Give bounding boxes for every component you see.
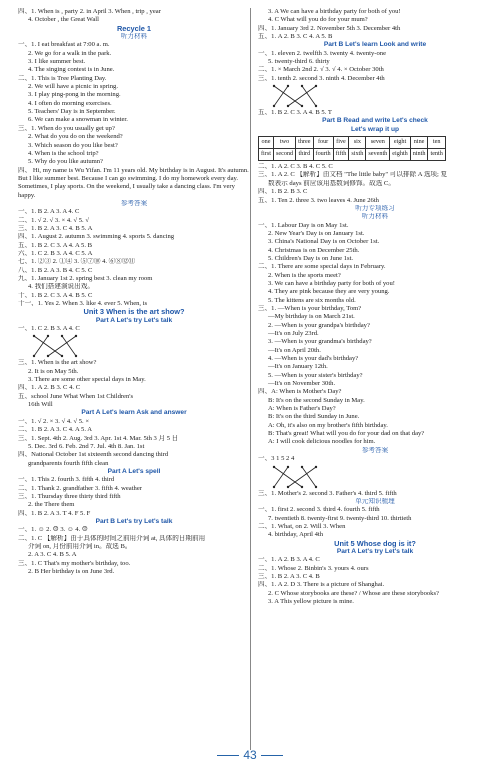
matching-diagram: [258, 83, 492, 109]
match-dot: [315, 485, 317, 487]
answer-line: 四、1. A 2. D 3. There is a picture of Shanghai.: [258, 581, 385, 589]
table-cell: second: [273, 149, 295, 161]
answer-line: 2. New Year's Day is on January 1st.: [268, 229, 365, 237]
answer-line: —It's on November 30th.: [268, 380, 336, 388]
match-dot: [273, 105, 275, 107]
answer-line: 3. China's National Day is on October 1st.: [268, 238, 380, 246]
match-dot: [315, 85, 317, 87]
answer-line: 7. twentieth 8. twenty-first 9. twenty-third 10. thirtieth: [268, 514, 412, 522]
table-cell: sixth: [349, 149, 366, 161]
answer-line: 三、1. Thursday three thirty third fifth: [18, 492, 121, 500]
table-cell: ninth: [410, 149, 428, 161]
table-cell: two: [273, 137, 295, 149]
answer-line: 2. C Whose storybooks are these? / Whose are these storybooks?: [268, 589, 439, 597]
answer-line: 2. —When is your grandpa's birthday?: [268, 321, 370, 329]
match-dot: [301, 485, 303, 487]
section-heading: Unit 3 When is the art show?: [83, 308, 185, 317]
match-dot: [273, 465, 275, 467]
table-cell: tenth: [428, 149, 445, 161]
match-dot: [273, 485, 275, 487]
answer-line: 四、1. B 2. A 3. T 4. F 5. F: [18, 509, 91, 517]
answer-line: 二、1. B 2. A 3. C 4. A 5. A: [18, 426, 93, 434]
answer-line: 二、1. What, on 2. Will 3. When: [258, 522, 346, 530]
answer-line: A: Oh, it's also on my brother's fifth birthday.: [268, 421, 388, 429]
answer-line: 3. There are some other special days in May.: [28, 376, 146, 384]
answer-line: 一、1. B 2. A 3. A 4. C: [18, 208, 80, 216]
match-dot: [287, 85, 289, 87]
answer-line: A: I will cook delicious noodles for him.: [268, 438, 376, 446]
match-dot: [61, 335, 63, 337]
answer-line: 3. A We can have a birthday party for both of you!: [268, 8, 401, 15]
match-dot: [33, 335, 35, 337]
answer-line: 4. The singing contest is in June.: [28, 66, 115, 74]
answer-line: 五、1. Ten 2. three 3. two leaves 4. June 26th: [258, 196, 379, 204]
table-cell: eighth: [390, 149, 410, 161]
answer-line: 5. —When is your sister's birthday?: [268, 371, 363, 379]
answer-line: 4. I often do morning exercises.: [28, 99, 112, 107]
answer-line: 二、1. A 2. C 3. B 4. C 5. C: [258, 163, 333, 171]
match-line: [48, 336, 76, 356]
answer-line: 二、1. Whose 2. Binbin's 3. yours 4. ours: [258, 564, 369, 572]
section-heading: Part A Let's spell: [107, 467, 161, 475]
table-row: [259, 149, 446, 161]
answer-line: 二、1. There are some special days in February.: [258, 263, 386, 271]
answer-line: 三、1. C That's my mother's birthday, too.: [18, 559, 131, 567]
watermark-logo: [422, 740, 492, 768]
answer-line: 3. I play ping-pong in the morning.: [28, 91, 121, 99]
answer-line: 5. The kittens are six months old.: [268, 296, 356, 304]
answer-line: 5. Dec. 3rd 6. Feb. 2nd 7. Jul. 4th 8. Jan. 1st: [28, 442, 145, 450]
answer-line: 4. —When is your dad's birthday?: [268, 355, 359, 363]
section-heading: Let's wrap it up: [350, 125, 400, 133]
section-heading: Part A Let's try Let's talk: [95, 316, 173, 324]
answer-line: 一、1. √ 2. × 3. √ 4. √ 5. ×: [18, 417, 90, 425]
section-heading: Part B Read and write Let's check: [322, 117, 428, 125]
answer-line: 七、1. ②③ 2. ①④ 3. ⑤⑦⑩ 4. ⑥⑧⑫⑪: [18, 258, 136, 266]
match-dot: [75, 335, 77, 337]
table-cell: nine: [410, 137, 428, 149]
table-cell: fourth: [313, 149, 333, 161]
answer-line: 四、National October 1st sixteenth second dancing third: [18, 451, 169, 459]
section-heading: Part A Let's learn Ask and answer: [81, 409, 187, 417]
table-cell: seven: [366, 137, 390, 149]
answer-line: B: It's on the second Sunday in May.: [268, 396, 365, 404]
match-line: [288, 467, 316, 487]
matching-diagram: [258, 464, 492, 490]
match-dot: [301, 105, 303, 107]
answer-line: 3. We can have a birthday party for both of you!: [268, 279, 395, 287]
match-dot: [301, 85, 303, 87]
answer-line: 5. Why do you like autumn?: [28, 158, 103, 166]
answer-line: 2. A 3. C 4. B 5. A: [28, 551, 77, 559]
match-dot: [287, 465, 289, 467]
match-dot: [47, 355, 49, 357]
section-heading: Part B Let's try Let's talk: [95, 517, 173, 525]
section-heading: 参考答案: [361, 446, 389, 454]
match-line: [274, 467, 302, 487]
answer-line: 4. They are pink because they are very young.: [268, 288, 390, 296]
section-heading: 听力材料: [120, 33, 148, 41]
table-cell: seventh: [366, 149, 390, 161]
match-dot: [33, 355, 35, 357]
answer-line: 三、1. Sept. 4th 2. Aug. 3rd 3. Apr. 1st 4. Mar. 5th 3 月 5 日: [18, 434, 179, 442]
table-cell: first: [259, 149, 274, 161]
section-heading: Part B Let's learn Look and write: [323, 41, 427, 49]
table-cell: one: [259, 137, 274, 149]
answer-line: 三、1. Mother's 2. second 3. Father's 4. third 5. fifth: [258, 489, 397, 497]
answer-line: 3. I like summer best.: [28, 58, 86, 66]
matching-lines-graphic: [270, 83, 330, 109]
answer-line: 三、1. tenth 2. second 3. ninth 4. December 4th: [258, 74, 385, 82]
section-heading: 参考答案: [120, 199, 148, 207]
answer-line: 2. When is the sports meet?: [268, 271, 341, 279]
answer-line: 八、1. B 2. A 3. B 4. C 5. C: [18, 266, 93, 274]
answer-line: 四、1. A 2. B 3. C 4. C: [18, 384, 81, 392]
answer-line: 四、1. August 2. autumn 3. swimming 4. sports 5. dancing: [18, 233, 175, 241]
table-cell: eight: [390, 137, 410, 149]
answer-line: A: When is Father's Day?: [268, 405, 336, 413]
answer-line: 数表示 days 前应该用基数词修饰。故选 C。: [268, 179, 395, 187]
answer-line: 5. twenty-third 6. thirty: [268, 58, 330, 66]
table-cell: six: [349, 137, 366, 149]
match-dot: [273, 85, 275, 87]
answer-line: 介词 on, 月份前用介词 in。故选 B。: [28, 542, 132, 550]
column-divider: [250, 8, 251, 750]
answer-line: —It's on April 20th.: [268, 346, 321, 354]
answer-line: 三、1. —When is your birthday, Tom?: [258, 304, 362, 312]
answer-line: 五、school June What When 1st Children's: [18, 392, 134, 400]
match-line: [34, 336, 48, 356]
matching-diagram: [18, 333, 250, 359]
answer-line: 二、1. C 【解析】由于具体的时间之前用介词 at, 具体的日期前用: [18, 534, 206, 542]
section-heading: 听力材料: [361, 213, 389, 221]
answer-line: 一、1. This 2. fourth 3. fifth 4. third: [18, 476, 115, 484]
answer-line: 四、1. When is , party 2. in April 3. When , trip , year: [18, 8, 161, 15]
answer-line: 四、1. B 2. B 3. C: [258, 188, 308, 196]
answer-line: 三、1. B 2. A 3. C 4. B 5. A: [18, 224, 93, 232]
page-number: 43: [243, 748, 257, 762]
answer-line: B: That's great! What will you do for your dad on that day?: [268, 430, 425, 438]
answer-line: 一、1. Labour Day is on May 1st.: [258, 221, 349, 229]
answer-line: 5. Children's Day is on June 1st.: [268, 254, 354, 262]
match-dot: [315, 105, 317, 107]
ordinal-table: [258, 136, 446, 161]
answer-line: —My birthday is on March 21st.: [268, 313, 355, 321]
answer-line: 一、1. C 2. B 3. A 4. C: [18, 325, 80, 333]
match-line: [274, 467, 288, 487]
match-dot: [61, 355, 63, 357]
answer-line: 2. We go for a walk in the park.: [28, 49, 112, 57]
answer-line: 4. October , the Great Wall: [28, 16, 99, 24]
answer-line: 3. A This yellow picture is mine.: [268, 597, 354, 605]
matching-lines-graphic: [30, 333, 90, 359]
match-line: [302, 467, 316, 487]
table-cell: four: [313, 137, 333, 149]
match-line: [274, 86, 288, 106]
match-dot: [287, 485, 289, 487]
table-cell: three: [296, 137, 313, 149]
answer-line: 2. B Her birthday is on June 3rd.: [28, 568, 115, 575]
answer-line: 一、1. ☺ 2. ☹ 3. ☺ 4. ☹: [18, 526, 88, 534]
answer-line: 16th Will: [28, 401, 53, 409]
answer-line: —It's on January 12th.: [268, 363, 328, 371]
answer-line: 一、1. first 2. second 3. third 4. fourth 5. fifth: [258, 506, 380, 514]
answer-line: 三、1. B 2. A 3. C 4. B: [258, 572, 320, 580]
footer-rule-right: [261, 755, 283, 756]
answer-line: 三、1. When do you usually get up?: [18, 124, 115, 132]
answer-line: 一、1. eleven 2. twelfth 3. twenty 4. twenty-one: [258, 49, 386, 57]
answer-line: 三、1. When is the art show?: [18, 359, 97, 367]
answer-line: 六、1. C 2. B 3. A 4. C 5. A: [18, 249, 93, 257]
answer-line: 5. Teachers' Day is in September.: [28, 108, 116, 116]
answer-line: 2. We will have a picnic in spring.: [28, 83, 118, 91]
answer-line: 五、1. B 2. C 3. A 4. B 5. T: [258, 109, 332, 117]
answer-line: 九、1. January 1st 2. spring best 3. clean my room: [18, 275, 153, 282]
answer-line: grandparents fourth fifth clean: [28, 459, 109, 467]
right-column: [258, 8, 492, 606]
table-cell: third: [296, 149, 313, 161]
match-dot: [315, 465, 317, 467]
answer-line: 2. It is on May 5th.: [28, 367, 79, 375]
answer-line: 4. When is the school trip?: [28, 149, 99, 157]
answer-line: 4. Christmas is on December 25th.: [268, 246, 360, 254]
section-heading: 听力专项练习: [355, 204, 395, 212]
answer-line: 一、3 1 5 2 4: [258, 455, 295, 463]
table-cell: fifth: [333, 149, 349, 161]
match-line: [62, 336, 76, 356]
answer-line: 十一、1. Yes 2. When 3. like 4. ever 5. When, is: [18, 300, 148, 308]
answer-line: B: It's on the third Sunday in June.: [268, 413, 360, 421]
answer-line: 十、1. B 2. C 3. A 4. B 5. C: [18, 291, 93, 299]
match-dot: [75, 355, 77, 357]
table-row: [259, 137, 446, 149]
match-line: [288, 86, 316, 106]
matching-lines-graphic: [270, 464, 330, 490]
answer-line: 二、1. √ 2. √ 3. × 4. √ 5. √: [18, 216, 89, 224]
answer-line: 4. C What will you do for your mum?: [268, 16, 368, 24]
left-column: [18, 8, 250, 576]
answer-line: 4. birthday, April 4th: [268, 531, 324, 539]
match-dot: [47, 335, 49, 337]
footer-rule-left: [217, 755, 239, 756]
answer-line: —It's on July 23rd.: [268, 330, 319, 337]
table-cell: five: [333, 137, 349, 149]
answer-line: 四、A: When is Mother's Day?: [258, 388, 342, 396]
match-dot: [287, 105, 289, 107]
answer-line: 五、1. B 2. C 3. A 4. A 5. B: [18, 241, 93, 249]
answer-line: 6. We can make a snowman in winter.: [28, 116, 128, 124]
answer-line: 一、1. A 2. B 3. A 4. C: [258, 556, 320, 564]
match-line: [302, 86, 316, 106]
answer-line: 2. What do you do on the weekend?: [28, 133, 123, 141]
answer-line: 四、 Hi, my name is Wu Yifan. I'm 11 years old. My birthday is in August. It's autumn. But I like summer best. Because I can go swimming. I do my homework every day. Sometimes, I play sports. On the weekend, I usually take a dancing class. I'm very happy.: [18, 166, 249, 199]
answer-line: 四、1. January 3rd 2. November 5th 3. December 4th: [258, 24, 401, 32]
answer-line: 二、1. × March 2nd 2. √ 3. √ 4. × October 30th: [258, 66, 384, 74]
answer-line: 3. Which season do you like best?: [28, 141, 118, 149]
answer-line: 一、1. I eat breakfast at 7:00 a. m.: [18, 41, 110, 49]
match-dot: [301, 465, 303, 467]
section-heading: 单元知识梳理: [355, 497, 395, 505]
answer-line: 二、1. Thank 2. grandfather 3. fifth 4. weather: [18, 484, 142, 492]
section-heading: Recycle 1: [116, 24, 152, 33]
match-line: [34, 336, 62, 356]
answer-line: 4. 我们搭建演说出戏。: [28, 283, 94, 291]
answer-line: 2. the There them: [28, 501, 75, 509]
answer-line: 二、1. This is Tree Planting Day.: [18, 74, 107, 82]
answer-line: 五、1. A 2. B 3. C 4. A 5. B: [258, 33, 333, 41]
table-cell: ten: [428, 137, 445, 149]
answer-line: 三、1. A 2. C 【解析】由文档 "The little baby" 可以排除 A 选项; 复: [258, 171, 448, 179]
section-heading: Part A Let's try Let's talk: [336, 547, 414, 555]
section-heading: Unit 5 Whose dog is it?: [334, 539, 416, 548]
answer-line: 3. —When is your grandma's birthday?: [268, 338, 372, 346]
match-line: [274, 86, 302, 106]
